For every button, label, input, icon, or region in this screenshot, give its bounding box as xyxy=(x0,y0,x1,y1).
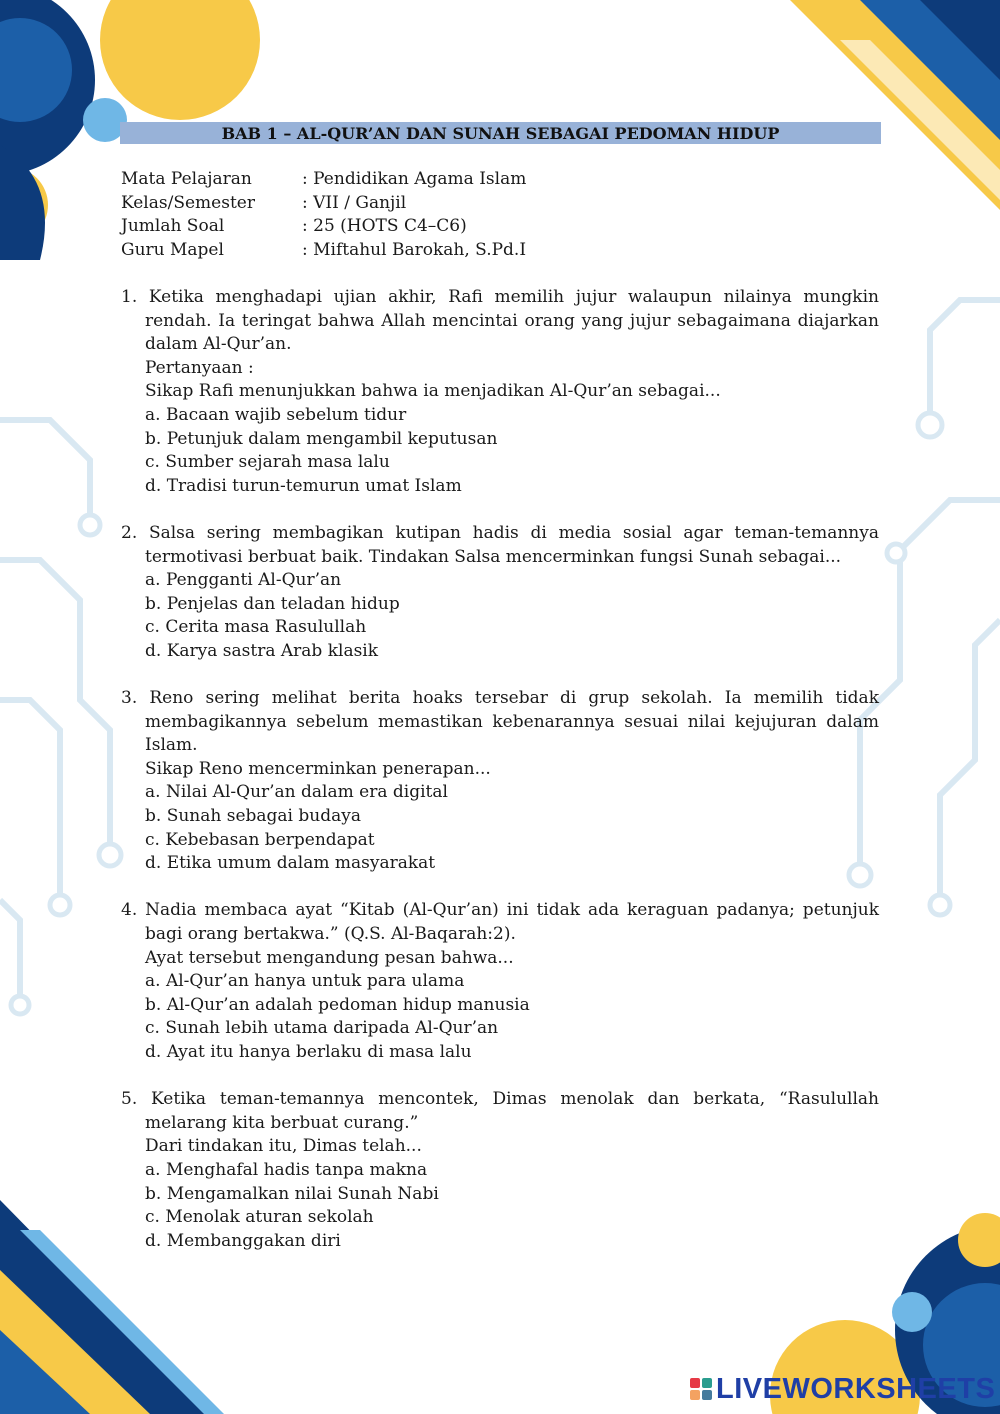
info-value: : 25 (HOTS C4–C6) xyxy=(302,216,467,236)
question-1 xyxy=(121,286,879,498)
info-row-class xyxy=(121,192,526,216)
answer-option-a[interactable]: a. Pengganti Al-Qur’an xyxy=(145,570,342,591)
info-row-teacher xyxy=(121,239,526,263)
answer-option-b[interactable]: b. Al-Qur’an adalah pedoman hidup manusia xyxy=(145,994,530,1015)
answer-option-b[interactable]: b. Petunjuk dalam mengambil keputusan xyxy=(145,428,498,449)
answer-option-c[interactable]: c. Sumber sejarah masa lalu xyxy=(145,452,390,473)
answer-option-a[interactable]: a. Menghafal hadis tanpa makna xyxy=(145,1159,428,1180)
logo-grid-icon xyxy=(690,1378,712,1400)
question-prompt: Dari tindakan itu, Dimas telah... xyxy=(145,1136,422,1157)
logo-tile xyxy=(702,1390,712,1400)
answer-option-c[interactable]: c. Sunah lebih utama daripada Al-Qur’an xyxy=(145,1018,499,1039)
info-row-subject xyxy=(121,168,526,192)
answer-option-d[interactable]: d. Tradisi turun-temurun umat Islam xyxy=(145,475,462,496)
logo-tile xyxy=(690,1378,700,1388)
info-value: : Pendidikan Agama Islam xyxy=(302,169,527,189)
info-label: Kelas/Semester xyxy=(121,192,255,213)
answer-option-a[interactable]: a. Bacaan wajib sebelum tidur xyxy=(145,404,407,425)
question-3 xyxy=(121,687,879,876)
answer-option-a[interactable]: a. Al-Qur’an hanya untuk para ulama xyxy=(145,971,465,992)
answer-option-d[interactable]: d. Membanggakan diri xyxy=(145,1230,341,1251)
info-label: Mata Pelajaran xyxy=(121,169,252,189)
question-text: 4. Nadia membaca ayat “Kitab (Al-Qur’an) ini tidak ada keraguan padanya; petunjuk bagi orang bertakwa.” (Q.S. Al-Baqarah:2). xyxy=(121,900,879,945)
info-value: : VII / Ganjil xyxy=(302,192,407,213)
question-prompt: Ayat tersebut mengandung pesan bahwa... xyxy=(145,947,514,968)
answer-option-d[interactable]: d. Etika umum dalam masyarakat xyxy=(145,853,436,874)
info-label: Guru Mapel xyxy=(121,239,224,260)
question-prompt: Sikap Reno mencerminkan penerapan... xyxy=(145,758,491,779)
question-text: 1. Ketika menghadapi ujian akhir, Rafi memilih jujur walaupun nilainya mungkin rendah. Ia teringat bahwa Allah mencintai orang yang jujur sebagaimana diajarkan dalam Al-Qur’an. xyxy=(121,287,879,355)
logo-tile xyxy=(690,1390,700,1400)
answer-option-c[interactable]: c. Cerita masa Rasulullah xyxy=(145,617,367,638)
question-prompt: Pertanyaan : xyxy=(145,357,254,378)
logo-tile xyxy=(702,1378,712,1388)
question-2 xyxy=(121,522,879,664)
info-row-question-count xyxy=(121,215,526,239)
answer-option-b[interactable]: b. Penjelas dan teladan hidup xyxy=(145,593,400,614)
answer-option-d[interactable]: d. Karya sastra Arab klasik xyxy=(145,640,379,661)
logo-text: LIVEWORKSHEETS xyxy=(716,1372,996,1405)
chapter-title: BAB 1 – AL-QUR’AN DAN SUNAH SEBAGAI PEDOMAN HIDUP xyxy=(120,122,881,144)
info-value: : Miftahul Barokah, S.Pd.I xyxy=(302,239,527,260)
question-5 xyxy=(121,1088,879,1253)
answer-option-b[interactable]: b. Sunah sebagai budaya xyxy=(145,806,361,827)
question-text: 2. Salsa sering membagikan kutipan hadis di media sosial agar teman-temannya termotivasi berbuat baik. Tindakan Salsa mencerminkan fungsi Sunah sebagai... xyxy=(121,522,879,567)
worksheet-info xyxy=(121,168,526,262)
answer-option-c[interactable]: c. Kebebasan berpendapat xyxy=(145,829,375,850)
info-label: Jumlah Soal xyxy=(121,216,225,236)
answer-option-a[interactable]: a. Nilai Al-Qur’an dalam era digital xyxy=(145,782,448,803)
liveworksheets-logo[interactable] xyxy=(690,1372,995,1406)
question-4 xyxy=(121,899,879,1064)
question-prompt: Sikap Rafi menunjukkan bahwa ia menjadikan Al-Qur’an sebagai... xyxy=(145,381,721,402)
answer-option-b[interactable]: b. Mengamalkan nilai Sunah Nabi xyxy=(145,1183,439,1204)
question-list xyxy=(121,286,879,1277)
question-text: 3. Reno sering melihat berita hoaks tersebar di grup sekolah. Ia memilih tidak membagikannya sebelum memastikan kebenarannya sesuai nilai kejujuran dalam Islam. xyxy=(121,688,879,756)
answer-option-c[interactable]: c. Menolak aturan sekolah xyxy=(145,1207,374,1228)
question-text: 5. Ketika teman-temannya mencontek, Dimas menolak dan berkata, “Rasulullah melarang kita berbuat curang.” xyxy=(121,1089,879,1133)
answer-option-d[interactable]: d. Ayat itu hanya berlaku di masa lalu xyxy=(145,1042,472,1062)
